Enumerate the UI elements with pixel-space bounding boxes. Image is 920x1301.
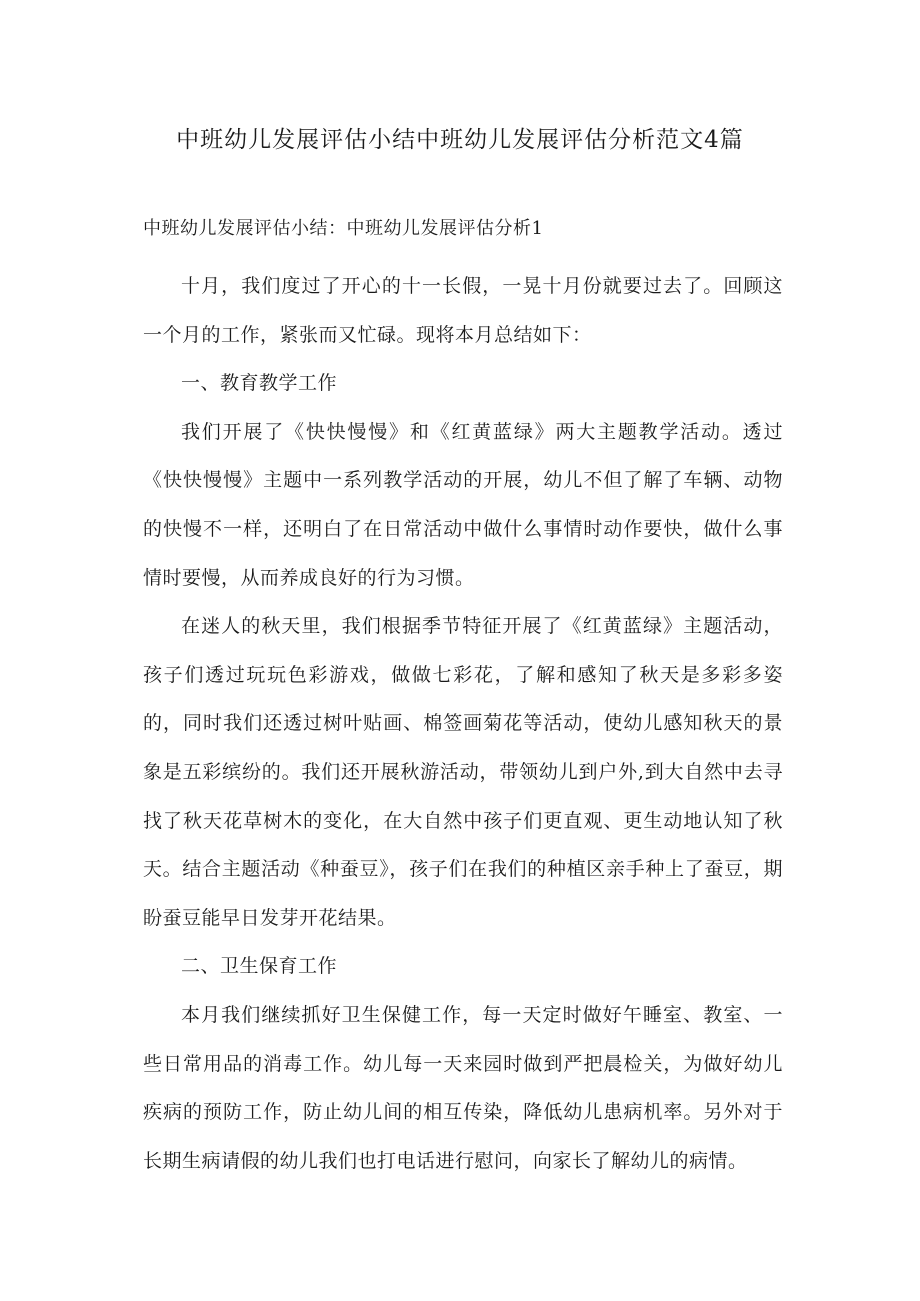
paragraph-intro: 十月，我们度过了开心的十一长假，一晃十月份就要过去了。回顾这一个月的工作，紧张而又忙碌。现将本月总结如下： [143, 275, 783, 346]
section-heading-hygiene: 二、卫生保育工作 [181, 955, 338, 978]
document-title: 中班幼儿发展评估小结中班幼儿发展评估分析范文4篇 [176, 127, 744, 153]
document-subtitle: 中班幼儿发展评估小结：中班幼儿发展评估分析1 [143, 218, 544, 239]
paragraph-autumn-activities: 在迷人的秋天里，我们根据季节特征开展了《红黄蓝绿》主题活动，孩子们透过玩玩色彩游戏，做做七彩花，了解和感知了秋天是多彩多姿的，同时我们还透过树叶贴画、棉签画菊花等活动，使幼儿感知秋天的景象是五彩缤纷的。我们还开展秋游活动，带领幼儿到户外,到大自然中去寻找了秋天花草树木的变化，在大自然中孩子们更直观、更生动地认知了秋天。结合主题活动《种蚕豆》，孩子们在我们的种植区亲手种上了蚕豆，期盼蚕豆能早日发芽开花结果。 [143, 615, 783, 929]
section-heading-teaching: 一、教育教学工作 [181, 372, 338, 395]
document-body [143, 262, 783, 1185]
paragraph-hygiene-work: 本月我们继续抓好卫生保健工作，每一天定时做好午睡室、教室、一些日常用品的消毒工作。幼儿每一天来园时做到严把晨检关，为做好幼儿疾病的预防工作，防止幼儿间的相互传染，降低幼儿患病机率。另外对于长期生病请假的幼儿我们也打电话进行慰问，向家长了解幼儿的病情。 [143, 1003, 783, 1172]
paragraph-teaching-themes: 我们开展了《快快慢慢》和《红黄蓝绿》两大主题教学活动。透过《快快慢慢》主题中一系列教学活动的开展，幼儿不但了解了车辆、动物的快慢不一样，还明白了在日常活动中做什么事情时动作要快，做什么事情时要慢，从而养成良好的行为习惯。 [143, 420, 783, 589]
